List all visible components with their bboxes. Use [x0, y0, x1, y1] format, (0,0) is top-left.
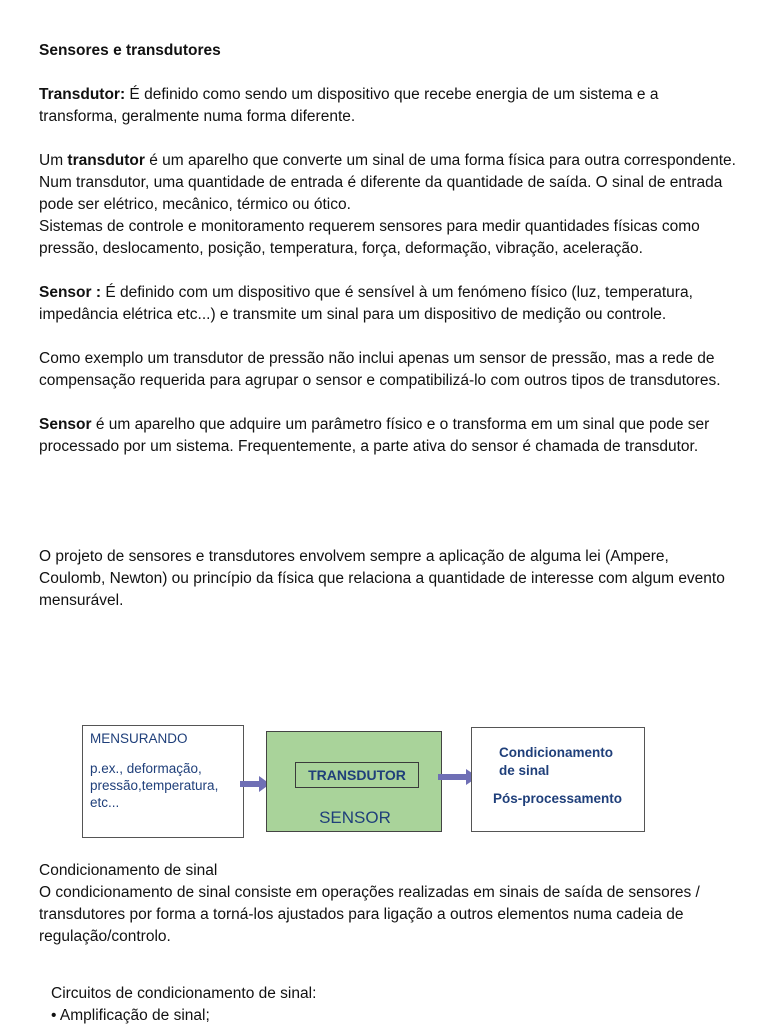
paragraph-text: É definido como sendo um dispositivo que recebe energia de um sistema e a transforma, geralmente numa forma diferente. — [39, 86, 659, 125]
section-title-condicionamento: Condicionamento de sinal — [39, 862, 218, 879]
mensurando-box — [82, 725, 244, 838]
paragraph-condicionamento: O condicionamento de sinal consiste em operações realizadas em sinais de saída de sensores / transdutores por forma a torná-los ajustados para ligação a outros elementos numa cadeia de regulação/controlo. — [39, 884, 700, 945]
condicionamento-box — [471, 727, 645, 832]
document-title: Sensores e transdutores — [39, 42, 221, 59]
transdutor-label: TRANSDUTOR — [295, 762, 419, 788]
mensurando-example-line: etc... — [90, 795, 120, 810]
paragraph-text: é um aparelho que adquire um parâmetro físico e o transforma em um sinal que pode ser processado por um sistema. Frequentemente, a parte ativa do sensor é chamada de transdutor. — [39, 416, 710, 455]
conditioning-list — [51, 983, 316, 1027]
mensurando-example-line: pressão,temperatura, — [90, 778, 219, 793]
document-body — [39, 40, 739, 634]
pos-processamento-label: Pós-processamento — [493, 791, 623, 806]
sensor-label: SENSOR — [319, 808, 391, 827]
term-transdutor: transdutor — [67, 152, 145, 169]
paragraph-projeto: O projeto de sensores e transdutores envolvem sempre a aplicação de alguma lei (Ampere, Coulomb, Newton) ou princípio da física que relaciona a quantidade de interesse com algum evento mensurável. — [39, 548, 725, 609]
list-intro: Circuitos de condicionamento de sinal: — [51, 985, 317, 1002]
condicionamento-line: de sinal — [499, 763, 550, 778]
term-sensor: Sensor — [39, 416, 92, 433]
mensurando-title: MENSURANDO — [90, 731, 188, 746]
document-body-continued — [39, 860, 739, 948]
paragraph-transdutor-description — [39, 150, 739, 216]
paragraph-text: É definido com um dispositivo que é sensível à um fenómeno físico (luz, temperatura, impedância elétrica etc...) e transmite um sinal para um dispositivo de medição ou controle. — [39, 284, 693, 323]
paragraph-sensor-definition — [39, 282, 739, 326]
paragraph-transdutor-definition — [39, 84, 739, 128]
term-transdutor: Transdutor: — [39, 86, 126, 103]
sensor-box — [266, 731, 442, 832]
mensurando-example-line: p.ex., deformação, — [90, 761, 202, 776]
condicionamento-line: Condicionamento — [499, 745, 613, 760]
spacer — [39, 480, 739, 546]
paragraph-text: é um aparelho que converte um sinal de uma forma física para outra correspondente. Num transdutor, uma quantidade de entrada é diferente da quantidade de saída. O sinal de entrada pode ser elétrico, mecânico, térmico ou ótico. — [39, 152, 736, 213]
sensor-block-diagram — [82, 725, 648, 840]
paragraph-sistemas: Sistemas de controle e monitoramento requerem sensores para medir quantidades físicas como pressão, deslocamento, posição, temperatura, força, deformação, vibração, aceleração. — [39, 218, 700, 257]
term-sensor: Sensor : — [39, 284, 102, 301]
condicionamento-label — [499, 744, 613, 780]
paragraph-exemplo: Como exemplo um transdutor de pressão não inclui apenas um sensor de pressão, mas a rede de compensação requerida para agrupar o sensor e compatibilizá-lo com outros tipos de transdutores. — [39, 350, 721, 389]
paragraph-prefix: Um — [39, 152, 68, 169]
paragraph-sensor-description — [39, 414, 739, 458]
list-item: • Amplificação de sinal; — [51, 1007, 210, 1024]
